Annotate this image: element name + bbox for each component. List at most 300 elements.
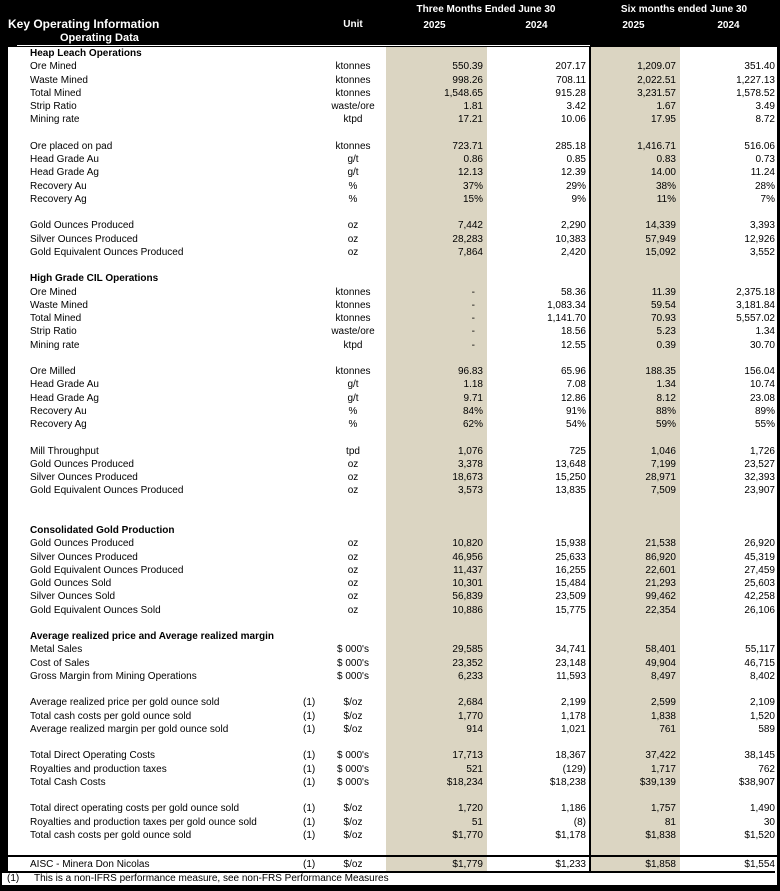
- spacer-row: [8, 511, 777, 524]
- value-q2-2025: 10,820: [386, 537, 487, 550]
- value-q2-2024: 23,509: [555, 591, 586, 603]
- row-label: Silver Ounces Produced: [30, 233, 138, 245]
- value-q2-2024: 1,083.34: [547, 299, 586, 311]
- spacer-row: [8, 617, 777, 630]
- footnote-marker: [300, 577, 320, 590]
- value-6m-2025: 86,920: [591, 551, 680, 564]
- row-label: Strip Ratio: [30, 101, 77, 112]
- value-6m-2025: 1,757: [591, 802, 680, 815]
- table-row: [8, 365, 777, 378]
- row-label: [8, 683, 300, 696]
- value-q2-2025: [386, 789, 487, 802]
- unit-cell: waste/ore: [331, 326, 375, 338]
- table-row: [8, 763, 777, 776]
- footnote-marker: [300, 537, 320, 550]
- row-label: Gold Equivalent Ounces Sold: [30, 604, 161, 616]
- value-6m-2025: 1.34: [591, 378, 680, 391]
- value-q2-2024: [487, 789, 589, 802]
- footnote-marker: [300, 590, 320, 603]
- value-q2-2025: $1,779: [386, 857, 487, 873]
- value-6m-2024: [680, 47, 776, 60]
- value-q2-2025: 914: [386, 723, 487, 736]
- unit-cell: $/oz: [343, 829, 363, 841]
- value-q2-2024: 13,648: [555, 458, 586, 470]
- table-row: [8, 339, 777, 352]
- value-q2-2025: 23,352: [386, 657, 487, 670]
- value-6m-2024: 26,106: [744, 604, 775, 616]
- value-q2-2025: -: [386, 339, 487, 352]
- table-row: [8, 140, 777, 153]
- unit-cell: oz: [347, 220, 359, 232]
- row-label: Royalties and production taxes per gold ounce sold: [30, 816, 257, 828]
- footnote-marker: [300, 445, 320, 458]
- unit-cell: ktonnes: [335, 74, 371, 86]
- unit-cell: oz: [347, 564, 359, 576]
- value-q2-2025: 998.26: [386, 74, 487, 87]
- value-6m-2025: [591, 630, 680, 643]
- row-label: Total direct operating costs per gold ounce sold: [30, 803, 240, 815]
- value-6m-2024: 3,393: [749, 220, 775, 232]
- value-q2-2024: [487, 431, 589, 444]
- value-6m-2025: 14.00: [591, 166, 680, 179]
- footnote-marker: [300, 233, 320, 246]
- value-6m-2024: 2,375.18: [736, 286, 775, 298]
- value-6m-2024: 26,920: [744, 538, 775, 550]
- row-label: High Grade CIL Operations: [30, 273, 159, 285]
- row-label: Head Grade Au: [30, 154, 99, 165]
- unit-cell: $/oz: [343, 816, 363, 828]
- value-6m-2025: [591, 272, 680, 285]
- footnote-marker: [300, 392, 320, 405]
- unit-cell: ktonnes: [335, 366, 371, 377]
- row-label: Head Grade Au: [30, 379, 99, 391]
- value-6m-2024: 3,552: [749, 246, 775, 258]
- value-q2-2025: 7,442: [386, 219, 487, 232]
- value-q2-2025: 1,770: [386, 710, 487, 723]
- row-label: Mining rate: [30, 114, 80, 126]
- unit-cell: ktonnes: [335, 313, 371, 324]
- value-q2-2025: $18,234: [386, 776, 487, 789]
- value-6m-2025: 88%: [591, 405, 680, 418]
- footnote-marker: [300, 193, 320, 206]
- value-6m-2024: 10.74: [749, 379, 775, 391]
- row-label: Gross Margin from Mining Operations: [30, 670, 197, 682]
- value-6m-2025: [591, 498, 680, 511]
- value-q2-2025: 37%: [386, 180, 487, 193]
- row-label: [8, 259, 300, 272]
- value-q2-2025: 84%: [386, 405, 487, 418]
- value-q2-2024: [487, 272, 589, 285]
- value-q2-2024: 725: [569, 445, 586, 457]
- unit-cell: [320, 127, 386, 140]
- table-row: [8, 418, 777, 431]
- value-6m-2024: [680, 683, 776, 696]
- table-row: [8, 551, 777, 564]
- row-label: Mining rate: [30, 339, 80, 351]
- value-6m-2025: 11%: [591, 193, 680, 206]
- value-q2-2024: 10.06: [560, 114, 586, 126]
- row-label: Gold Equivalent Ounces Produced: [30, 485, 184, 497]
- value-q2-2024: 15,938: [555, 538, 586, 550]
- value-q2-2024: [487, 617, 589, 630]
- value-q2-2025: [386, 352, 487, 365]
- row-label: Gold Ounces Produced: [30, 220, 134, 232]
- footnote-marker: [300, 272, 320, 285]
- row-label: Mill Throughput: [30, 445, 99, 457]
- footnote-marker: [300, 219, 320, 232]
- section-header-row: [8, 47, 777, 60]
- value-q2-2025: [386, 842, 487, 855]
- table-row: [8, 87, 777, 100]
- value-6m-2024: 30: [763, 816, 775, 828]
- value-q2-2024: [487, 630, 589, 643]
- unit-cell: [320, 431, 386, 444]
- value-6m-2025: $39,139: [591, 776, 680, 789]
- value-q2-2024: [487, 47, 589, 60]
- value-6m-2025: 70.93: [591, 312, 680, 325]
- table-row: [8, 325, 777, 338]
- unit-cell: [320, 617, 386, 630]
- value-6m-2024: 45,319: [744, 551, 775, 563]
- value-6m-2024: [680, 259, 776, 272]
- value-q2-2025: 11,437: [386, 564, 487, 577]
- row-label: Ore Mined: [30, 61, 77, 73]
- value-q2-2024: 65.96: [560, 366, 586, 377]
- value-q2-2025: -: [386, 325, 487, 338]
- unit-cell: $/oz: [343, 697, 363, 709]
- row-label: Total Mined: [30, 87, 82, 99]
- footnote-marker: (1): [7, 873, 20, 884]
- spacer-row: [8, 259, 777, 272]
- value-6m-2025: [591, 511, 680, 524]
- value-6m-2025: 57,949: [591, 233, 680, 246]
- footnote-marker: [300, 74, 320, 87]
- value-q2-2025: 7,864: [386, 246, 487, 259]
- value-q2-2024: 12.86: [560, 392, 586, 404]
- table-row: [8, 670, 777, 683]
- footnote-text: This is a non-IFRS performance measure, see non-FRS Performance Measures: [34, 873, 389, 884]
- value-6m-2024: 25,603: [744, 578, 775, 589]
- value-q2-2024: 708.11: [556, 74, 586, 86]
- column-group-three-months: Three Months Ended June 30: [416, 4, 556, 15]
- table-row: [8, 710, 777, 723]
- value-6m-2024: [680, 352, 776, 365]
- value-q2-2024: 58.36: [560, 286, 586, 298]
- row-label: Heap Leach Operations: [30, 48, 142, 59]
- value-q2-2024: 13,835: [555, 485, 586, 497]
- value-6m-2024: $1,520: [744, 829, 775, 841]
- value-q2-2024: 29%: [565, 180, 586, 192]
- value-6m-2024: [680, 789, 776, 802]
- row-label: Cost of Sales: [30, 657, 90, 669]
- unit-cell: oz: [347, 233, 359, 245]
- row-label: Gold Ounces Produced: [30, 538, 134, 550]
- row-label: Gold Equivalent Ounces Produced: [30, 246, 184, 258]
- table-row: [8, 723, 777, 736]
- table-row: [8, 564, 777, 577]
- value-6m-2025: 17.95: [591, 113, 680, 126]
- value-q2-2025: 56,839: [386, 590, 487, 603]
- unit-cell: [320, 259, 386, 272]
- value-q2-2025: [386, 683, 487, 696]
- footnote-marker: [300, 286, 320, 299]
- table-row: [8, 696, 777, 709]
- unit-cell: $ 000's: [337, 644, 369, 656]
- unit-cell: %: [348, 419, 358, 430]
- footnote-marker: [300, 378, 320, 391]
- table-row: [8, 246, 777, 259]
- unit-cell: $ 000's: [337, 750, 369, 762]
- unit-cell: $ 000's: [337, 670, 369, 682]
- value-q2-2025: 1,720: [386, 802, 487, 815]
- footnote-marker: [300, 113, 320, 126]
- footnote-marker: [300, 736, 320, 749]
- footnote-marker: [300, 471, 320, 484]
- unit-cell: oz: [347, 551, 359, 563]
- value-6m-2024: 55,117: [745, 644, 775, 656]
- row-label: Head Grade Ag: [30, 167, 99, 179]
- value-6m-2024: 156.04: [744, 366, 775, 377]
- value-q2-2025: 3,573: [386, 484, 487, 497]
- page-subtitle: Operating Data: [60, 32, 139, 44]
- value-6m-2025: [591, 127, 680, 140]
- value-6m-2025: 14,339: [591, 219, 680, 232]
- footnote-marker: [300, 166, 320, 179]
- table-row: [8, 60, 777, 73]
- footnote-marker: [300, 524, 320, 537]
- value-6m-2025: 3,231.57: [591, 87, 680, 100]
- value-6m-2025: $1,838: [591, 829, 680, 842]
- footnote-marker: [300, 683, 320, 696]
- section-header-row: [8, 630, 777, 643]
- footnote-marker: [300, 564, 320, 577]
- value-q2-2025: 10,886: [386, 604, 487, 617]
- value-q2-2025: 3,378: [386, 458, 487, 471]
- value-6m-2024: 516.06: [744, 140, 775, 152]
- table-row: [8, 445, 777, 458]
- table-row: [8, 829, 777, 842]
- footnote-marker: [300, 246, 320, 259]
- value-6m-2025: 81: [591, 816, 680, 829]
- value-6m-2024: 1,578.52: [736, 87, 775, 99]
- value-q2-2025: 1.18: [386, 378, 487, 391]
- row-label: Total cash costs per gold ounce sold: [30, 710, 192, 722]
- table-row: [8, 776, 777, 789]
- table-row: [8, 816, 777, 829]
- value-6m-2025: [591, 206, 680, 219]
- table-row: [8, 604, 777, 617]
- value-6m-2025: 8,497: [591, 670, 680, 683]
- table-row: [8, 312, 777, 325]
- value-q2-2024: (8): [573, 816, 586, 828]
- unit-cell: [320, 683, 386, 696]
- table-row: [8, 166, 777, 179]
- value-6m-2025: 1,416.71: [591, 140, 680, 153]
- unit-cell: $/oz: [343, 710, 363, 722]
- row-label: Recovery Ag: [30, 193, 87, 205]
- footnote-marker: [300, 643, 320, 656]
- value-6m-2025: 15,092: [591, 246, 680, 259]
- page-title: Key Operating Information: [8, 17, 160, 31]
- value-q2-2024: 34,741: [555, 644, 586, 656]
- table-row: [8, 233, 777, 246]
- footnote-marker: [300, 206, 320, 219]
- value-q2-2025: 15%: [386, 193, 487, 206]
- unit-cell: oz: [347, 604, 359, 616]
- value-6m-2024: 3,181.84: [736, 299, 775, 311]
- unit-cell: [320, 352, 386, 365]
- value-q2-2025: [386, 524, 487, 537]
- footnote-marker: [300, 127, 320, 140]
- value-q2-2025: [386, 127, 487, 140]
- value-q2-2024: 18,367: [555, 750, 586, 762]
- unit-cell: $ 000's: [337, 657, 369, 669]
- vertical-divider: [589, 47, 591, 885]
- unit-cell: [320, 272, 386, 285]
- bottom-border: [0, 885, 780, 891]
- value-6m-2025: 188.35: [591, 365, 680, 378]
- value-q2-2024: 12.55: [560, 339, 586, 351]
- footnote-marker: [300, 365, 320, 378]
- footnote-marker: (1): [303, 803, 316, 815]
- value-q2-2025: 17.21: [386, 113, 487, 126]
- footnote-marker: (1): [303, 697, 316, 709]
- table-row: [8, 100, 777, 113]
- value-6m-2025: 37,422: [591, 749, 680, 762]
- value-6m-2025: 0.83: [591, 153, 680, 166]
- unit-cell: g/t: [347, 379, 359, 391]
- table-row: [8, 219, 777, 232]
- unit-cell: %: [348, 180, 358, 192]
- row-label: Gold Ounces Produced: [30, 458, 134, 470]
- table-row: [8, 657, 777, 670]
- footnote-marker: [300, 551, 320, 564]
- value-q2-2025: [386, 259, 487, 272]
- value-q2-2025: 1,076: [386, 445, 487, 458]
- value-q2-2024: $18,238: [549, 776, 586, 788]
- section-header-row: [8, 272, 777, 285]
- footnote-marker: (1): [303, 776, 316, 788]
- value-q2-2024: 15,484: [555, 578, 586, 589]
- table-row: [8, 749, 777, 762]
- footnote-marker: [300, 842, 320, 855]
- column-header-year: 2025: [622, 20, 645, 31]
- value-q2-2025: 10,301: [386, 577, 487, 590]
- value-6m-2025: 11.39: [591, 286, 680, 299]
- value-6m-2024: 28%: [754, 180, 775, 192]
- value-6m-2024: 1,726: [749, 445, 775, 457]
- unit-cell: waste/ore: [331, 101, 375, 112]
- value-6m-2024: 351.40: [744, 61, 775, 73]
- value-q2-2025: [386, 511, 487, 524]
- value-6m-2024: 12,926: [744, 233, 775, 245]
- table-row: [8, 484, 777, 497]
- unit-cell: [320, 842, 386, 855]
- left-border: [0, 0, 8, 871]
- table-row: [8, 471, 777, 484]
- value-6m-2024: 7%: [760, 193, 775, 205]
- unit-cell: ktpd: [343, 114, 363, 126]
- value-q2-2024: 2,199: [560, 697, 586, 709]
- value-q2-2024: [487, 352, 589, 365]
- footnote-marker: [300, 458, 320, 471]
- value-6m-2024: 0.73: [755, 154, 775, 165]
- value-6m-2024: 2,109: [749, 697, 775, 709]
- value-q2-2024: 2,290: [560, 220, 586, 232]
- value-6m-2025: 59.54: [591, 299, 680, 312]
- value-6m-2024: 23.08: [749, 392, 775, 404]
- value-6m-2024: 589: [758, 723, 775, 735]
- value-q2-2024: [487, 206, 589, 219]
- unit-cell: ktonnes: [335, 299, 371, 311]
- table-row: [8, 802, 777, 815]
- value-6m-2024: [680, 272, 776, 285]
- footnote-row: [0, 871, 775, 885]
- value-6m-2025: 7,199: [591, 458, 680, 471]
- row-label: [8, 431, 300, 444]
- unit-cell: oz: [347, 538, 359, 550]
- row-label: Recovery Au: [30, 180, 87, 192]
- column-header-unit: Unit: [343, 19, 363, 30]
- footnote-marker: [300, 153, 320, 166]
- table-row: [8, 643, 777, 656]
- spacer-row: [8, 206, 777, 219]
- unit-cell: [320, 47, 386, 60]
- value-q2-2025: -: [386, 312, 487, 325]
- row-label: [8, 842, 300, 855]
- value-6m-2025: 28,971: [591, 471, 680, 484]
- unit-cell: [320, 498, 386, 511]
- table-row: [8, 113, 777, 126]
- value-6m-2025: [591, 736, 680, 749]
- value-q2-2025: 28,283: [386, 233, 487, 246]
- footnote-marker: [300, 498, 320, 511]
- value-6m-2024: 5,557.02: [736, 313, 775, 324]
- value-6m-2024: [680, 511, 776, 524]
- row-label: Gold Equivalent Ounces Produced: [30, 564, 184, 576]
- footnote-marker: (1): [303, 750, 316, 762]
- row-label: Silver Ounces Sold: [30, 591, 116, 603]
- spacer-row: [8, 683, 777, 696]
- value-q2-2024: 1,186: [560, 803, 586, 815]
- spacer-row: [8, 498, 777, 511]
- unit-cell: $ 000's: [337, 763, 369, 775]
- value-q2-2024: [487, 259, 589, 272]
- table-row: [8, 405, 777, 418]
- value-6m-2024: [680, 431, 776, 444]
- value-6m-2025: 58,401: [591, 643, 680, 656]
- value-q2-2024: [487, 524, 589, 537]
- unit-cell: $/oz: [343, 723, 363, 735]
- spacer-row: [8, 127, 777, 140]
- footnote-marker: [300, 657, 320, 670]
- footnote-marker: [300, 87, 320, 100]
- table-row: [8, 286, 777, 299]
- footnote-marker: (1): [303, 710, 316, 722]
- row-label: Silver Ounces Produced: [30, 472, 138, 483]
- row-label: Total Mined: [30, 313, 82, 324]
- footnote-marker: [300, 259, 320, 272]
- unit-cell: [320, 789, 386, 802]
- row-label: Ore placed on pad: [30, 140, 113, 152]
- value-q2-2024: 0.85: [566, 154, 586, 165]
- value-6m-2025: 7,509: [591, 484, 680, 497]
- value-6m-2025: 2,022.51: [591, 74, 680, 87]
- value-q2-2024: $1,233: [555, 859, 586, 871]
- value-q2-2025: 46,956: [386, 551, 487, 564]
- value-6m-2024: [680, 617, 776, 630]
- value-q2-2025: 550.39: [386, 60, 487, 73]
